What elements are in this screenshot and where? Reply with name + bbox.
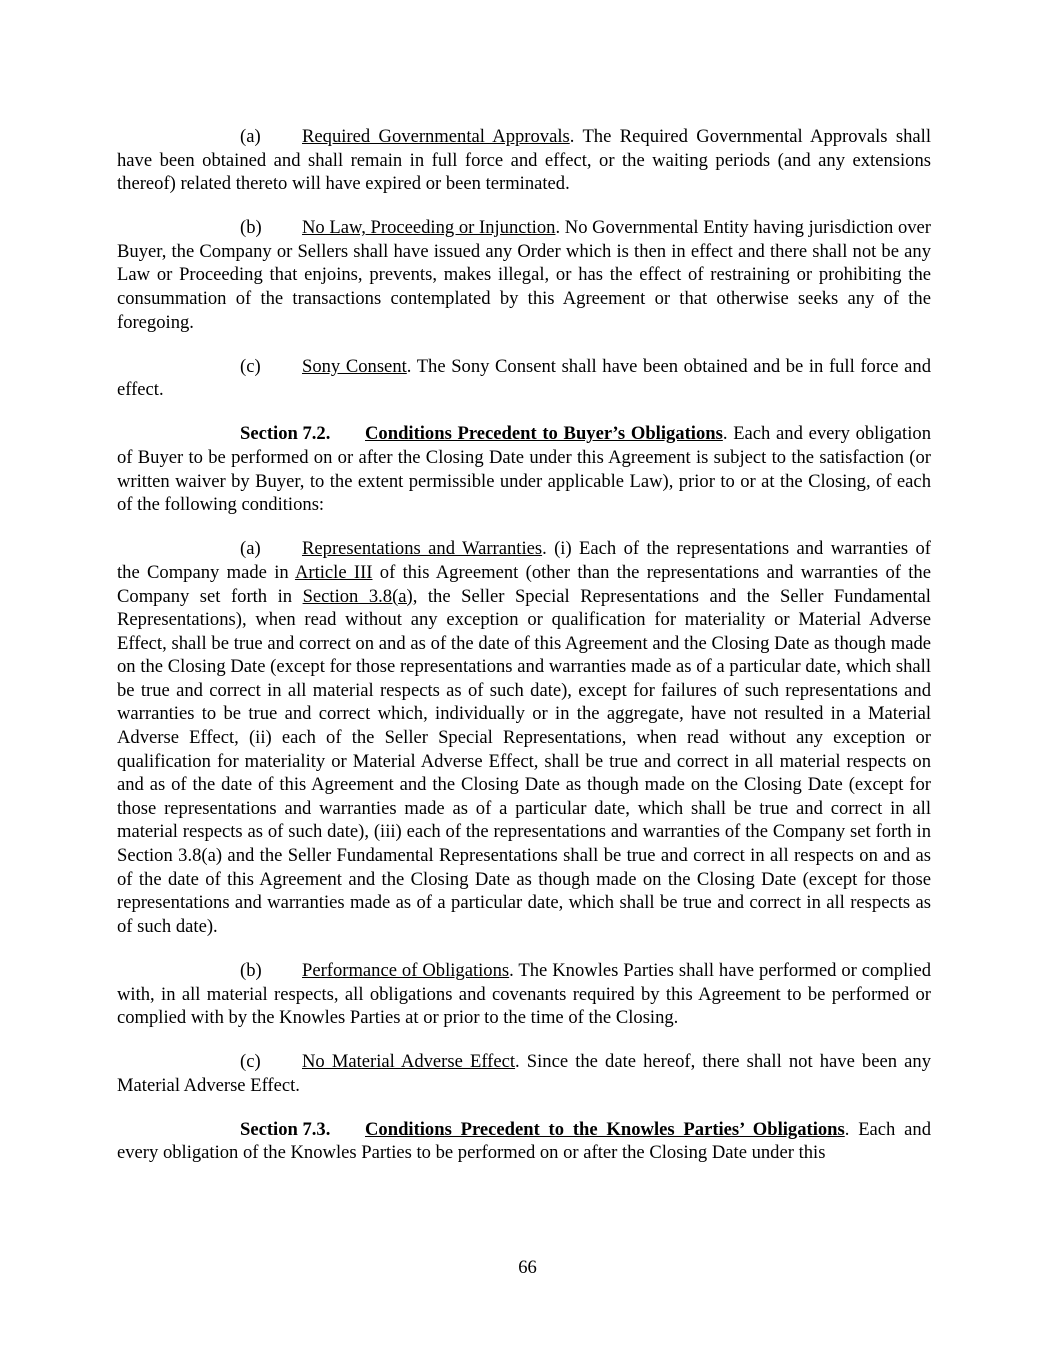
paragraph-marker: (c) [240,1051,261,1073]
paragraph-body: . No Governmental Entity having jurisdiction over Buyer, the Company or Sellers shall have issued any Order which is then in effect and there shall not be any Law or Proceeding that enjoins, prevents, makes illegal, or has the effect of restraining or prohibiting the consummation of the transactions contemplated by this Agreement or that otherwise seeks any of the foregoing. [117,217,932,333]
paragraph-marker: (b) [240,217,262,239]
paragraph-representations-and-warranties [117,537,931,938]
paragraph-body: . The Sony Consent shall have been obtained and be in full force and effect. [117,355,931,401]
page-number: 66 [518,1257,537,1278]
paragraph-marker: (c) [240,355,261,377]
section-3-8a-reference: Section 3.8(a) [302,585,413,607]
paragraph-marker: (b) [240,959,262,981]
paragraph-marker: (a) [240,538,261,560]
paragraph-body-part-2: of this Agreement (other than the representations and warranties of the Company set forth in [117,561,931,607]
paragraph-no-law-proceeding-injunction [117,216,931,334]
paragraph-heading: No Law, Proceeding or Injunction [302,217,556,239]
section-title: Conditions Precedent to Buyer’s Obligations [365,423,723,445]
paragraph-performance-of-obligations [117,959,931,1030]
section-title: Conditions Precedent to the Knowles Parties’ Obligations [365,1118,845,1140]
paragraph-body: . Since the date hereof, there shall not have been any Material Adverse Effect. [117,1051,931,1096]
section-7-3 [117,1118,931,1165]
paragraph-heading: Representations and Warranties [302,538,543,560]
paragraph-body: . The Required Governmental Approvals shall have been obtained and shall remain in full force and effect, or the waiting periods (and any extensions thereof) related thereto will have expired or been terminated. [117,126,931,195]
paragraph-body-part-1: . (i) Each of the representations and warranties of the Company made in [117,538,931,583]
paragraph-sony-consent [117,355,931,402]
section-body: . Each and every obligation of the Knowles Parties to be performed on or after the Closing Date under this [117,1118,932,1164]
article-iii-reference: Article III [294,561,373,583]
paragraph-marker: (a) [240,126,261,147]
paragraph-heading: Sony Consent [302,355,407,377]
section-number: Section 7.3. [240,1118,331,1140]
section-7-2 [117,422,931,516]
document-page [117,125,931,1186]
paragraph-heading: No Material Adverse Effect [302,1051,516,1073]
section-number: Section 7.2. [240,423,331,445]
paragraph-body: . The Knowles Parties shall have performed or complied with, in all material respects, all obligations and covenants required by this Agreement to be performed or complied with by the Knowles Parties at or prior to the time of the Closing. [117,959,931,1029]
paragraph-heading: Performance of Obligations [302,959,510,981]
paragraph-body-part-3: , the Seller Special Representations and the Seller Fundamental Representations), when read without any exception or qualification for materiality or Material Adverse Effect, shall be true and correct on and as of the date of this Agreement and the Closing Date as though made on the Closing Date (except for those representations and warranties made as of a particular date, which shall be true and correct in all material respects as of such date), except for failures of such representations and warranties to be true and correct which, individually or in the aggregate, have not resulted in a Material Adverse Effect, (ii) each of the Seller Special Representations, when read without any exception or qualification for materiality or Material Adverse Effect, shall be true and correct in all material respects on and as of the date of this Agreement and the Closing Date as though made on the Closing Date (except for those representations and warranties made as of a particular date, which shall be true and correct in all material respects as of such date), (iii) each of the representations and warranties of the Company set forth in Section 3.8(a) and the Seller Fundamental Representations shall be true and correct in all respects on and as of the date of this Agreement and the Closing Date as though made on the Closing Date (except for those representations and warranties made as of a particular date, which shall be true and correct in all respects as of such date). [117,585,931,937]
paragraph-heading: Required Governmental Approvals [302,126,570,147]
paragraph-no-material-adverse-effect [117,1050,931,1097]
section-body: . Each and every obligation of Buyer to be performed on or after the Closing Date under this Agreement is subject to the satisfaction (or written waiver by Buyer, to the extent permissible under applicable Law), prior to or at the Closing, of each of the following conditions: [117,423,931,516]
paragraph-required-governmental-approvals [117,125,931,196]
